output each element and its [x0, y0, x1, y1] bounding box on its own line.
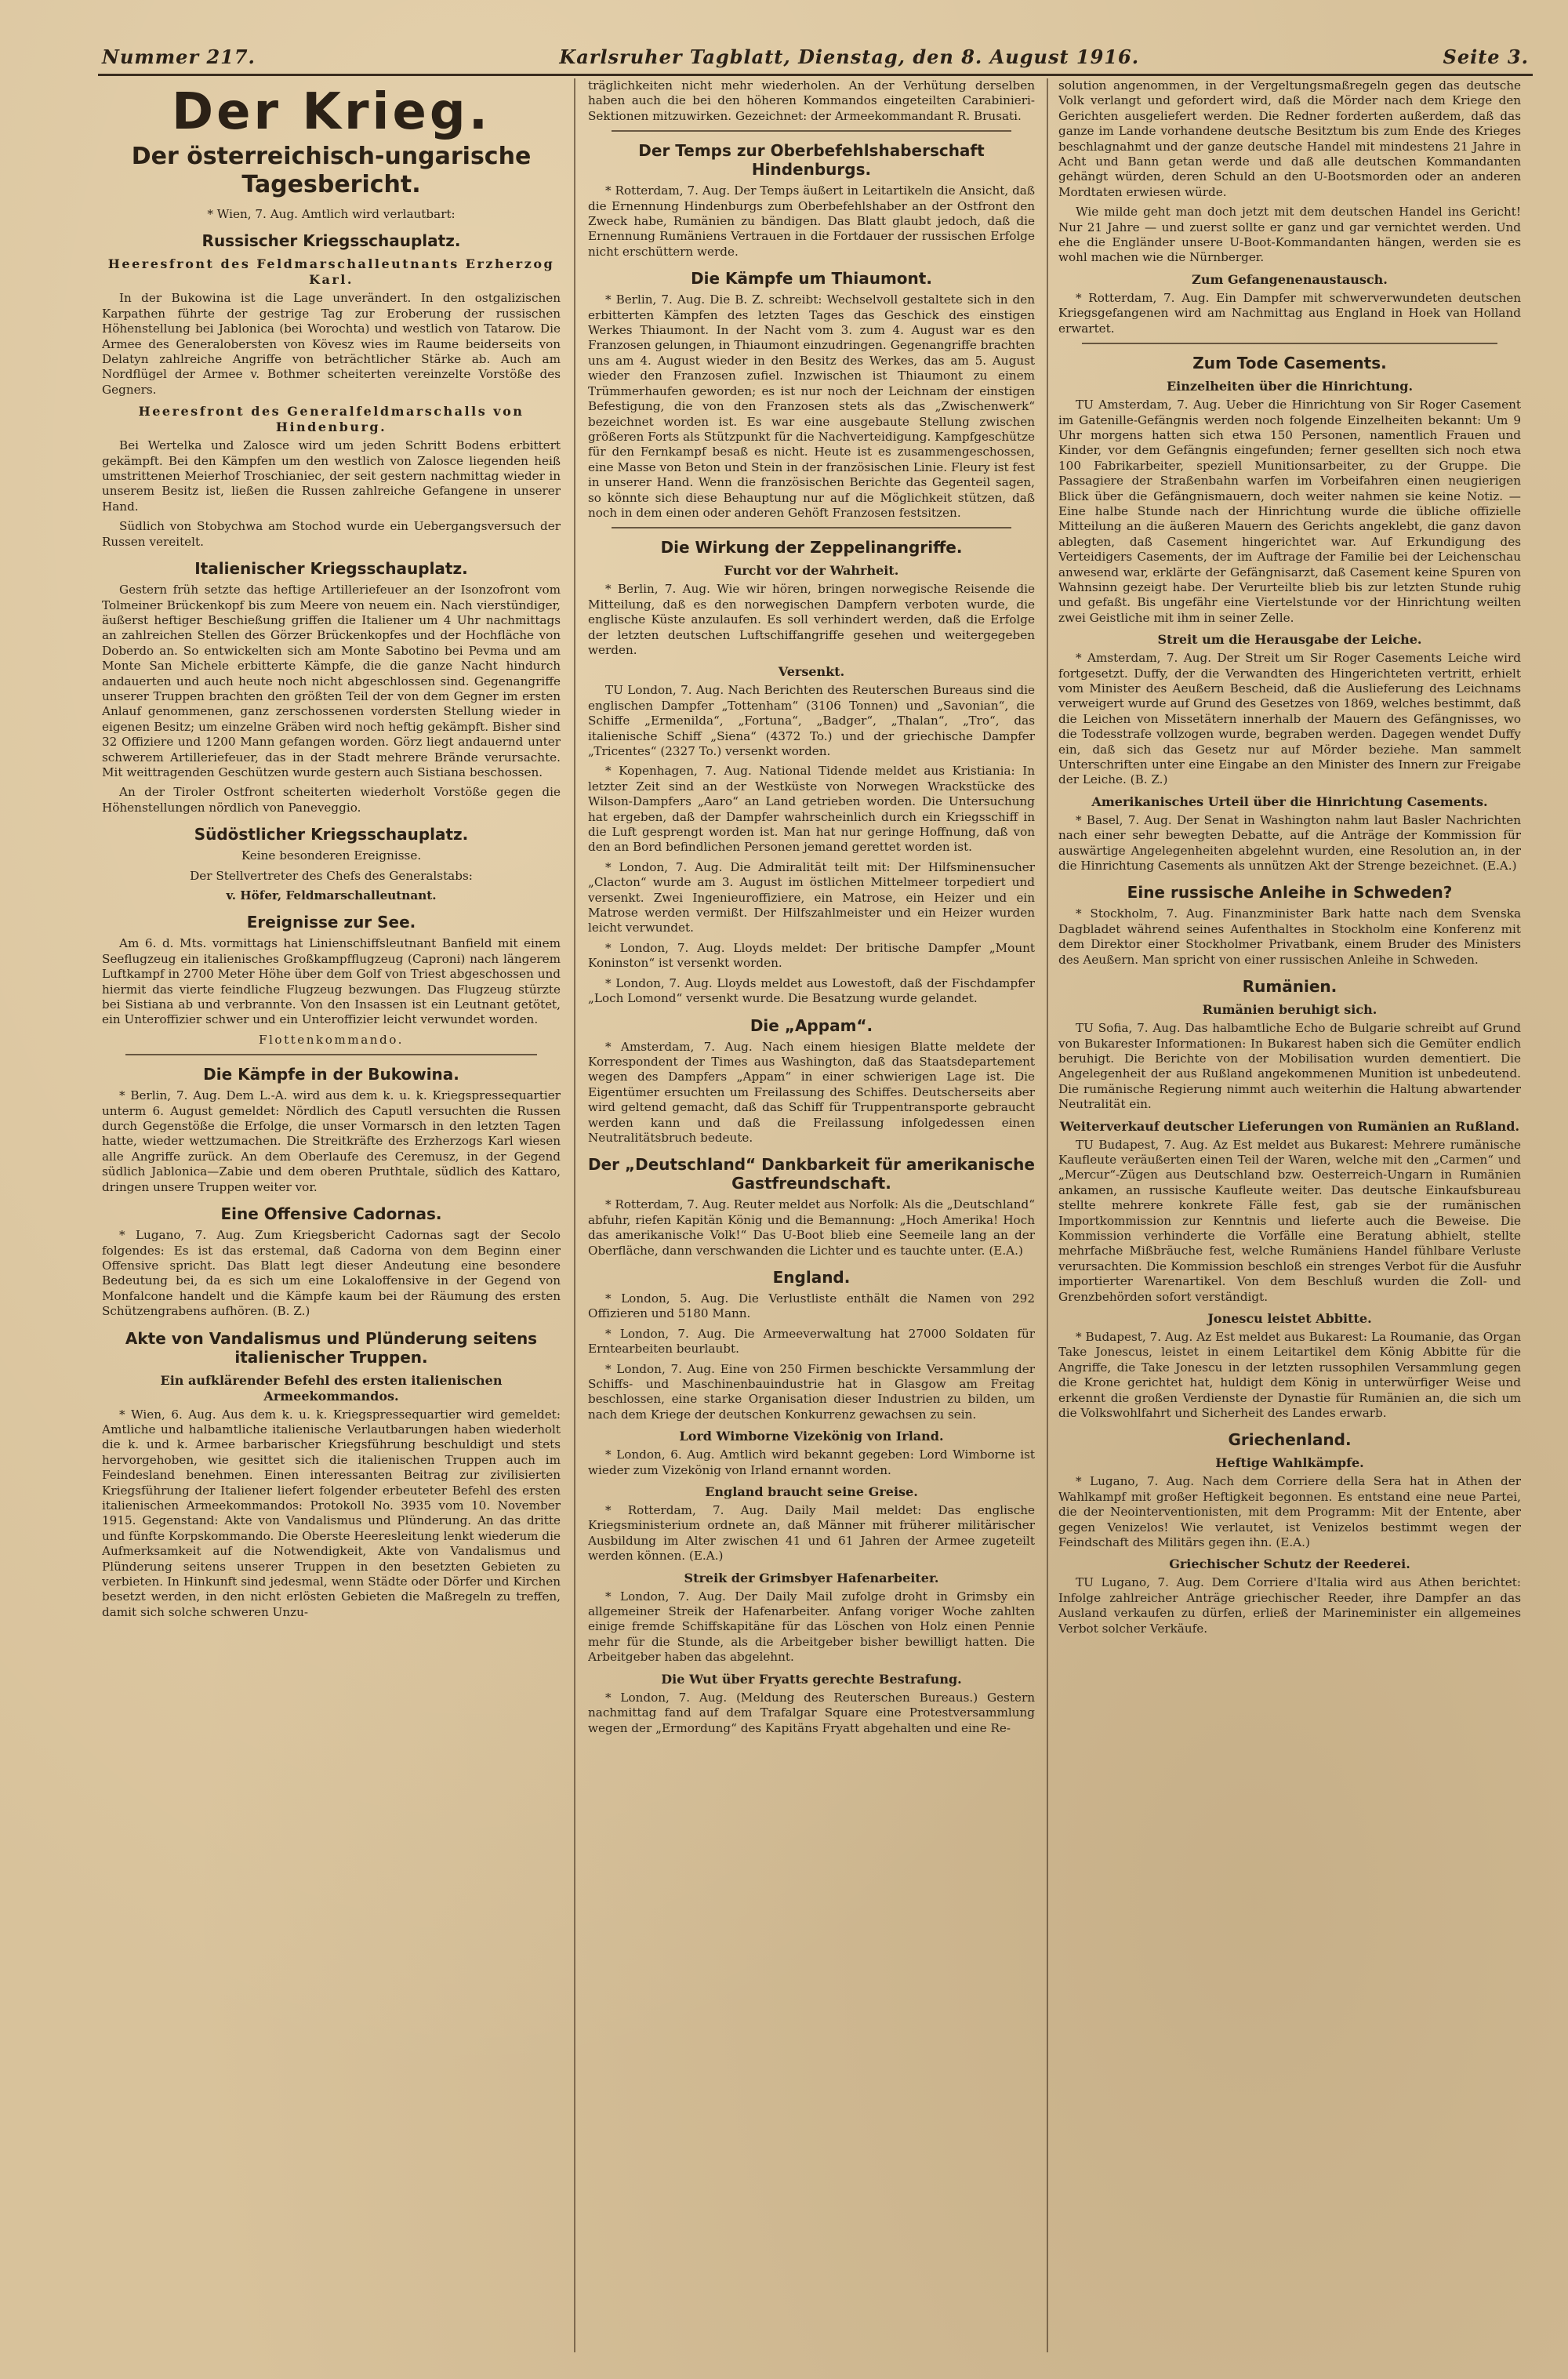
paragraph: * London, 6. Aug. Amtlich wird bekannt gegeben: Lord Wimborne ist wieder zum Vizekönig von Irland ernannt worden.	[588, 1447, 1035, 1477]
signature: Der Stellvertreter des Chefs des Generalstabs:	[190, 868, 473, 883]
paragraph: In der Bukowina ist die Lage unverändert. In den ostgalizischen Karpathen führte der gestrige Tag zur Eroberung der russischen Höhenstellung bei Jablonica (bei Worochta) und westlich von Tatarow. Die Armee des Generalobersten von Kövesz wies im Raume beiderseits von Delatyn zahlreiche Angriffe von beträchtlicher Stärke ab. Auch am Nordflügel der Armee v. Bothmer scheiterten vereinzelte Vorstöße des Gegners.	[102, 291, 561, 397]
subheading: Rumänien beruhigt sich.	[1202, 1002, 1377, 1018]
column-2	[588, 78, 1035, 2360]
subheading: Zum Gefangenenaustausch.	[1192, 271, 1388, 287]
paragraph: TU Amsterdam, 7. Aug. Ueber die Hinrichtung von Sir Roger Casement im Gatenille-Gefängnis werden noch folgende Einzelheiten bekannt: Um 9 Uhr morgens hatten sich etwa 150 Personen, namentlich Frauen und Kinder, vor dem Gefängnis eingefunden; ferner gesellten sich noch etwa 100 Fabrikarbeiter, speziell Munitionsarbeiter, zu der Gruppe. Die Passagiere der Straßenbahn warfen im Vorbeifahren einen neugierigen Blick über die Gefängnismauern, doch weiter nahmen sie keine Notiz. — Eine halbe Stunde nach der Hinrichtung wurde die übliche offizielle Mitteilung an die äußeren Mauern des Gerichts angeklebt, die ganz davon ablegten, daß Casement hingerichtet war. Auf Erkundigung des Verteidigers Casements, der im Auftrage der Familie bei der Leichenschau anwesend war, erklärte der Gefängnisarzt, daß Casement keine Spuren von Wahnsinn gezeigt habe. Der Verurteilte blieb bis zur letzten Stunde ruhig und gefaßt. Bis ungefähr eine Viertelstunde vor der Hinrichtung weilten zwei Geistliche mit ihm in seiner Zelle.	[1058, 398, 1521, 625]
paragraph: * London, 5. Aug. Die Verlustliste enthält die Namen von 292 Offizieren und 5180 Mann.	[588, 1291, 1035, 1321]
article-heading: England.	[772, 1267, 851, 1287]
header-rule	[98, 74, 1533, 76]
subheading: Streit um die Herausgabe der Leiche.	[1157, 632, 1422, 648]
paragraph: solution angenommen, in der Vergeltungsmaßregeln gegen das deutsche Volk verlangt und gefordert wird, daß die Mörder nach dem Kriege den Gerichten ausgeliefert werden. Die Redner forderten außerdem, daß das ganze im Lande vorhandene deutsche Besitztum bis zum Ende des Krieges beschlagnahmt und der ganze deutsche Handel mit mindestens 21 Jahre in Acht und Bann getan werde und daß alle deutschen Kommandanten gehängt würden, deren Schuld an den U-Bootsmorden oder an anderen Mordtaten erwiesen würde.	[1058, 78, 1521, 199]
paragraph: * Rotterdam, 7. Aug. Der Temps äußert in Leitartikeln die Ansicht, daß die Ernennung Hindenburgs zum Oberbefehlshaber an der Ostfront den Zweck habe, Rumänien zu bändigen. Das Blatt glaubt jedoch, daß die Ernennung Rumäniens Vertrauen in die Fortdauer der russischen Erfolge nicht erschüttern werde.	[588, 183, 1035, 259]
page-number: Seite 3.	[1443, 45, 1529, 68]
paragraph: * Berlin, 7. Aug. Dem L.-A. wird aus dem k. u. k. Kriegspressequartier unterm 6. August gemeldet: Nördlich des Caputl versuchten die Russen durch Gegenstöße die Erfolge, die unser Vormarsch in den letzten Tagen hatte, wieder wettzumachen. Die Streitkräfte des Erzherzogs Karl wiesen alle Angriffe zurück. An dem Oberlaufe des Ceremusz, in der Gegend südlich Jablonica—Zabie und dem oberen Pruthtale, südlich des Kattaro, dringen unsere Truppen weiter vor.	[102, 1088, 561, 1194]
paragraph: * Lugano, 7. Aug. Nach dem Corriere della Sera hat in Athen der Wahlkampf mit großer Heftigkeit begonnen. Es entstand eine neue Partei, die der Neointerventionisten, mit dem Programm: Mit der Entente, aber gegen Venizelos! Wie verlautet, ist Venizelos bestimmt wegen der Feindschaft des Militärs gegen ihn. (E.A.)	[1058, 1474, 1521, 1550]
separator	[125, 1054, 537, 1055]
dateline: * Wien, 7. Aug. Amtlich wird verlautbart:	[207, 207, 456, 221]
section-heading: Russischer Kriegsschauplatz.	[201, 231, 461, 251]
article-heading: Eine Offensive Cadornas.	[220, 1204, 442, 1224]
paragraph: * London, 7. Aug. Lloyds meldet aus Lowestoft, daß der Fischdampfer „Loch Lomond“ versenkt wurde. Die Besatzung wurde gelandet.	[588, 975, 1035, 1006]
column-divider-1	[574, 78, 575, 2352]
subheading: Jonescu leistet Abbitte.	[1207, 1311, 1372, 1326]
paragraph: * Basel, 7. Aug. Der Senat in Washington nahm laut Basler Nachrichten nach einer sehr bewegten Debatte, auf die Anträge der Kommission für auswärtige Angelegenheiten abgelehnt wurden, eine Resolution an, in der die Hinrichtung Casements als unnützen Akt der Strenge bezeichnet. (E.A.)	[1058, 812, 1521, 874]
subheading: Griechischer Schutz der Reederei.	[1169, 1556, 1410, 1572]
paragraph: * Kopenhagen, 7. Aug. National Tidende meldet aus Kristiania: In letzter Zeit sind an der Westküste von Norwegen Wrackstücke des Wilson-Dampfers „Aaro“ an Land getrieben worden. Die Untersuchung hat ergeben, daß der Dampfer wahrscheinlich durch ein Kriegsschiff in die Luft gesprengt worden ist. Man hat nur geringe Hoffnung, daß von den an Bord befindlichen Personen jemand gerettet worden ist.	[588, 764, 1035, 855]
paragraph: * London, 7. Aug. Die Armeeverwaltung hat 27000 Soldaten für Erntearbeiten beurlaubt.	[588, 1326, 1035, 1357]
paragraph: Am 6. d. Mts. vormittags hat Linienschiffsleutnant Banfield mit einem Seeflugzeug ein italienisches Großkampfflugzeug (Caproni) nach längerem Luftkampf in 2700 Meter Höhe über dem Golf von Triest abgeschossen und hiermit das vierte feindliche Flugzeug bezwungen. Das Flugzeug stürzte bei Sistiana ab und verbrannte. Von den Insassen ist ein Leutnant getötet, ein Unteroffizier schwer und ein Unteroffizier leicht verwundet worden.	[102, 936, 561, 1027]
subheading: Ein aufklärender Befehl des ersten italienischen Armeekommandos.	[160, 1372, 503, 1404]
paragraph: * Rotterdam, 7. Aug. Daily Mail meldet: Das englische Kriegsministerium ordnete an, daß Männer mit früherer militärischer Ausbildung im Alter zwischen 41 und 61 Jahren der Armee zugeteilt werden können. (E.A.)	[588, 1503, 1035, 1564]
subheading: Lord Wimborne Vizekönig von Irland.	[679, 1429, 944, 1444]
article-heading: Der „Deutschland“ Dankbarkeit für amerikanische Gastfreundschaft.	[588, 1155, 1035, 1193]
paragraph: * Rotterdam, 7. Aug. Ein Dampfer mit schwerverwundeten deutschen Kriegsgefangenen wird am Nachmittag aus England in Hoek van Holland erwartet.	[1058, 290, 1521, 336]
paragraph: * Stockholm, 7. Aug. Finanzminister Bark hatte nach dem Svenska Dagbladet während seines Aufenthaltes in Stockholm eine Konferenz mit dem Direktor einer Stockholmer Privatbank, einem Bruder des Ministers des Aeußern. Man spricht von einer russischen Anleihe in Schweden.	[1058, 906, 1521, 967]
paragraph: TU Budapest, 7. Aug. Az Est meldet aus Bukarest: Mehrere rumänische Kaufleute veräußerten einen Teil der Waren, welche mit den „Carmen“ und „Mercur“-Zügen aus Deutschland bzw. Oesterreich-Ungarn in Rumänien ankamen, an russische Kaufleute weiter. Das deutsche Einkaufsbureau stellte mehrere konkrete Fälle fest, gab sie der rumänischen Importkommission zur Kenntnis und lieferte auch die Beweise. Die Kommission verhinderte die Vorfälle eine Beratung abhielt, stellte mehrfache Mißbräuche fest, welche Rumäniens Handel fühlbare Verluste verursachten. Die Kommission beschloß ein strenges Verbot für die Ausfuhr importierter Warenartikel. Von dem Beschluß wurden die Zoll- und Grenzbehörden sofort verständigt.	[1058, 1137, 1521, 1304]
paragraph: Bei Wertelka und Zalosce wird um jeden Schritt Bodens erbittert gekämpft. Bei den Kämpfen um den westlich von Zalosce liegenden heiß umstrittenen Meierhof Troschianiec, der seit gestern nachmittag wieder in unserem Besitz ist, ließen die Russen zahlreiche Gefangene in unserer Hand.	[102, 438, 561, 514]
paragraph: * London, 7. Aug. Eine von 250 Firmen beschickte Versammlung der Schiffs- und Maschinenbauindustrie hat in Glasgow am Freitag beschlossen, eine starke Organisation dieser Industrien zu bilden, um nach dem Kriege der deutschen Konkurrenz gewachsen zu sein.	[588, 1361, 1035, 1422]
article-heading: Rumänien.	[1242, 977, 1338, 997]
subheading: Einzelheiten über die Hinrichtung.	[1166, 379, 1414, 394]
paragraph: * Wien, 6. Aug. Aus dem k. u. k. Kriegspressequartier wird gemeldet: Amtliche und halbamtliche italienische Verlautbarungen haben wiederholt die k. und k. Armee barbarischer Kriegsführung beschuldigt und stets hervorgehoben, wie gesittet sich die italienischen Truppen auch im Feindesland benehmen. Einen interessanten Beitrag zur zivilisierten Kriegsführung der Italiener liefert folgender erbeuteter Befehl des ersten italienischen Armeekommandos: Protokoll No. 3935 vom 10. November 1915. Gegenstand: Akte von Vandalismus und Plünderung. An das dritte und fünfte Korpskommando. Die Oberste Heeresleitung lenkt wiederum die Aufmerksamkeit auf die Notwendigkeit, Akte von Vandalismus und Plünderung seitens unserer Truppen in den besetzten Gebieten zu verbieten. In Hinkunft sind jedesmal, wenn Städte oder Dörfer und Kirchen besetzt werden, in den nicht erlösten Gebieten die Maßregeln zu treffen, damit sich solche schweren Unzu-	[102, 1407, 561, 1619]
article-heading: Der Temps zur Oberbefehlshaberschaft Hindenburgs.	[638, 141, 985, 180]
paragraph: TU Sofia, 7. Aug. Das halbamtliche Echo de Bulgarie schreibt auf Grund von Bukarester Informationen: In Bukarest haben sich die Gemüter endlich beruhigt. Die Berichte von der Mobilisation wurden dementiert. Die Angelegenheit der aus Rußland angekommenen Munition ist unbedeutend. Die rumänische Regierung nimmt auch weiterhin die Haltung abwartender Neutralität ein.	[1058, 1021, 1521, 1112]
subheading: Amerikanisches Urteil über die Hinrichtung Casements.	[1091, 794, 1488, 809]
signature: v. Höfer, Feldmarschalleutnant.	[226, 888, 437, 903]
subheading: Heeresfront des Feldmarschalleutnants Erzherzog Karl.	[107, 256, 555, 288]
column-1	[102, 78, 561, 2360]
subheading: Versenkt.	[778, 664, 845, 680]
article-heading: Die Kämpfe in der Bukowina.	[203, 1065, 459, 1084]
article-heading: Akte von Vandalismus und Plünderung seitens italienischer Truppen.	[125, 1328, 538, 1367]
separator	[1082, 343, 1497, 344]
section-heading: Ereignisse zur See.	[246, 913, 416, 932]
section-heading: Italienischer Kriegsschauplatz.	[194, 559, 468, 579]
paragraph: Keine besonderen Ereignisse.	[241, 848, 422, 863]
article-title: Der österreichisch-ungarische Tagesbericht.	[131, 143, 532, 198]
article-heading: Die Kämpfe um Thiaumont.	[691, 269, 932, 289]
column-3	[1058, 78, 1521, 2360]
signature: Flottenkommando.	[259, 1032, 404, 1047]
paragraph: träglichkeiten nicht mehr wiederholen. An der Verhütung derselben haben auch die bei den höheren Kommandos eingeteilten Carabinieri-Sektionen mitzuwirken. Gezeichnet: der Armeekommandant R. Brusati.	[588, 78, 1035, 123]
paragraph: * Berlin, 7. Aug. Die B. Z. schreibt: Wechselvoll gestaltete sich in den erbitterten Kämpfen des letzten Tages das Geschick des einstigen Werkes Thiaumont. In der Nacht vom 3. zum 4. August war es den Franzosen gelungen, in Thiaumont einzudringen. Gegenangriffe brachten uns am 4. August wieder in den Besitz des Werkes, das am 5. August wieder den Franzosen zufiel. Inzwischen ist Thiaumont zu einem Trümmerhaufen geworden; es ist nur noch der Leichnam der einstigen Befestigung, die von den Franzosen stets als das „Zwischenwerk“ bezeichnet worden ist. Es war eine ausgebaute Stellung zwischen größeren Forts als Stützpunkt für die Nachverteidigung. Kampfgeschütze für den Fernkampf besaß es nicht. Heute ist es zusammengeschossen, eine Masse von Beton und Stein in der französischen Linie. Fleury ist fest in unserer Hand. Wenn die französischen Berichte das Gegenteil sagen, so könnte sich diese Behauptung nur auf die Möglichkeit stützen, daß noch in dem einen oder anderen Gehöft Franzosen festsitzen.	[588, 292, 1035, 520]
paragraph: TU London, 7. Aug. Nach Berichten des Reuterschen Bureaus sind die englischen Dampfer „Tottenham“ (3106 Tonnen) und „Savonian“, die Schiffe „Ermenilda“, „Fortuna“, „Badger“, „Thalan“, „Tro“, das italienische Schiff „Siena“ (4372 To.) und der griechische Dampfer „Tricentes“ (2327 To.) versenkt worden.	[588, 683, 1035, 758]
article-heading: Griechenland.	[1228, 1430, 1352, 1450]
paragraph: An der Tiroler Ostfront scheiterten wiederholt Vorstöße gegen die Höhenstellungen nördlich von Paneveggio.	[102, 785, 561, 815]
paragraph: TU Lugano, 7. Aug. Dem Corriere d'Italia wird aus Athen berichtet: Infolge zahlreicher Anträge griechischer Reeder, ihre Dampfer an das Ausland verkaufen zu dürfen, erließ der Marineminister ein allgemeines Verbot solcher Verkäufe.	[1058, 1575, 1521, 1636]
article-heading: Die Wirkung der Zeppelinangriffe.	[660, 538, 963, 558]
section-heading: Südöstlicher Kriegsschauplatz.	[194, 825, 469, 844]
subheading: Heftige Wahlkämpfe.	[1215, 1455, 1364, 1471]
paragraph: * London, 7. Aug. Lloyds meldet: Der britische Dampfer „Mount Koninston“ ist versenkt worden.	[588, 940, 1035, 971]
paragraph: * Berlin, 7. Aug. Wie wir hören, bringen norwegische Reisende die Mitteilung, daß es den norwegischen Dampfern verboten wurde, die englische Küste anzulaufen. Es soll verhindert werden, daß die Erfolge der letzten deutschen Luftschiffangriffe gesehen und weitergegeben werden.	[588, 582, 1035, 657]
paper-dateline: Karlsruher Tagblatt, Dienstag, den 8. August 1916.	[559, 45, 1140, 68]
paragraph: * London, 7. Aug. Die Admiralität teilt mit: Der Hilfsminensucher „Clacton“ wurde am 3. August im östlichen Mittelmeer torpediert und versenkt. Zwei Ingenieuroffiziere, ein Matrose, ein Heizer und ein Matrose werden vermißt. Der Hilfszahlmeister und ein Heizer wurden leicht verwundet.	[588, 859, 1035, 935]
paragraph: * Rotterdam, 7. Aug. Reuter meldet aus Norfolk: Als die „Deutschland“ abfuhr, riefen Kapitän König und die Bemannung: „Hoch Amerika! Hoch das amerikanische Volk!“ Das U-Boot blieb eine Seemeile lang an der Oberfläche, dann verschwanden die Lichter und es tauchte unter. (E.A.)	[588, 1197, 1035, 1258]
paragraph: Südlich von Stobychwa am Stochod wurde ein Uebergangsversuch der Russen vereitelt.	[102, 519, 561, 549]
separator	[612, 130, 1011, 132]
paragraph: * Budapest, 7. Aug. Az Est meldet aus Bukarest: La Roumanie, das Organ Take Jonescus, leistet in einem Leitartikel dem König Abbitte für die Angriffe, die Take Jonescu in der letzten russophilen Versammlung gegen die Krone gerichtet hat, huldigt dem König in unterwürfiger Weise und erkennt die großen Verdienste der Dynastie für Rumänien an, die sich um die Volkswohlfahrt und Sicherheit des Landes erwarb.	[1058, 1330, 1521, 1421]
subheading: Die Wut über Fryatts gerechte Bestrafung.	[661, 1671, 962, 1687]
paragraph: * Lugano, 7. Aug. Zum Kriegsbericht Cadornas sagt der Secolo folgendes: Es ist das erstemal, daß Cadorna von dem Beginn einer Offensive spricht. Das Blatt legt dieser Andeutung eine besondere Bedeutung bei, da es sich um eine Lokaloffensive in der Gegend von Monfalcone handelt und die Kämpfe kaum bei der Räumung des ersten Schützengrabens aufhören. (B. Z.)	[102, 1228, 561, 1319]
issue-number: Nummer 217.	[102, 45, 256, 68]
paragraph: * Amsterdam, 7. Aug. Der Streit um Sir Roger Casements Leiche wird fortgesetzt. Duffy, der die Verwandten des Hingerichteten vertritt, erhielt vom Minister des Aeußern Bescheid, daß die Auslieferung des Leichnams verweigert wurde auf Grund des Gesetzes von 1869, welches bestimmt, daß die Leichen von Missetätern innerhalb der Mauern des Gefängnisses, wo die Todesstrafe vollzogen wurde, begraben werden. Dagegen wendet Duffy ein, daß sich das Gesetz nur auf Mörder beziehe. Man sammelt Unterschriften unter eine Eingabe an den Minister des Innern zur Freigabe der Leiche. (B. Z.)	[1058, 651, 1521, 787]
separator	[612, 527, 1011, 528]
section-masthead: Der Krieg.	[172, 83, 491, 141]
article-heading: Zum Tode Casements.	[1192, 354, 1387, 373]
subheading: Heeresfront des Generalfeldmarschalls von Hindenburg.	[138, 404, 524, 435]
paragraph: * London, 7. Aug. Der Daily Mail zufolge droht in Grimsby ein allgemeiner Streik der Hafenarbeiter. Anfang voriger Woche zahlten einige fremde Schiffskapitäne für das Löschen von Holz einen Pennie mehr für die Stunde, als die Arbeitgeber bisher bewilligt hatten. Die Arbeitgeber haben das abgelehnt.	[588, 1589, 1035, 1665]
article-heading: Die „Appam“.	[750, 1015, 873, 1035]
subheading: England braucht seine Greise.	[705, 1484, 918, 1500]
subheading: Weiterverkauf deutscher Lieferungen von Rumänien an Rußland.	[1059, 1118, 1520, 1134]
column-divider-2	[1047, 78, 1048, 2352]
paragraph: * London, 7. Aug. (Meldung des Reuterschen Bureaus.) Gestern nachmittag fand auf dem Trafalgar Square eine Protestversammlung wegen der „Ermordung“ des Kapitäns Fryatt abgehalten und eine Re-	[588, 1690, 1035, 1735]
article-heading: Eine russische Anleihe in Schweden?	[1127, 883, 1453, 903]
subheading: Furcht vor der Wahrheit.	[724, 563, 899, 579]
paragraph: Wie milde geht man doch jetzt mit dem deutschen Handel ins Gericht! Nur 21 Jahre — und zuerst sollte er ganz und gar vernichtet werden. Und ehe die Engländer unsere U-Boot-Kommandanten hängen, werden sie es wohl machen wie die Nürnberger.	[1058, 205, 1521, 265]
page-header	[102, 41, 1529, 72]
subheading: Streik der Grimsbyer Hafenarbeiter.	[684, 1570, 939, 1585]
paragraph: Gestern früh setzte das heftige Artilleriefeuer an der Isonzofront vom Tolmeiner Brückenkopf bis zum Meere von neuem ein. Nach vierstündiger, äußerst heftiger Beschießung griffen die Italiener um 4 Uhr nachmittags an zahlreichen Stellen des Görzer Brückenkopfes und der Hochfläche von Doberdo an. So entwickelten sich am Monte Sabotino bei Pevma und am Monte San Michele erbitterte Kämpfe, die die ganze Nacht hindurch andauerten und auch heute noch nicht abgeschlossen sind. Gegenangriffe unserer Truppen brachten den größten Teil der von dem Gegner im ersten Anlauf genommenen, ganz zerschossenen vordersten Stellung wieder in eigenen Besitz; um einzelne Gräben wird noch heftig gekämpft. Bisher sind 32 Offiziere und 1200 Mann gefangen worden. Görz liegt andauernd unter schwerem Artilleriefeuer, das in der Stadt mehrere Brände verursachte. Mit weittragenden Geschützen wurde gestern auch Sistiana beschossen.	[102, 583, 561, 779]
paragraph: * Amsterdam, 7. Aug. Nach einem hiesigen Blatte meldete der Korrespondent der Times aus Washington, daß das Staatsdepartement wegen des Dampfers „Appam“ in einer schwierigen Lage ist. Die Eigentümer ersuchten um Freilassung des Schiffes. Deutscherseits aber wird geltend gemacht, daß das Schiff für Truppentransporte gebraucht werden kann und daß die Freilassung infolgedessen einen Neutralitätsbruch bedeute.	[588, 1039, 1035, 1145]
